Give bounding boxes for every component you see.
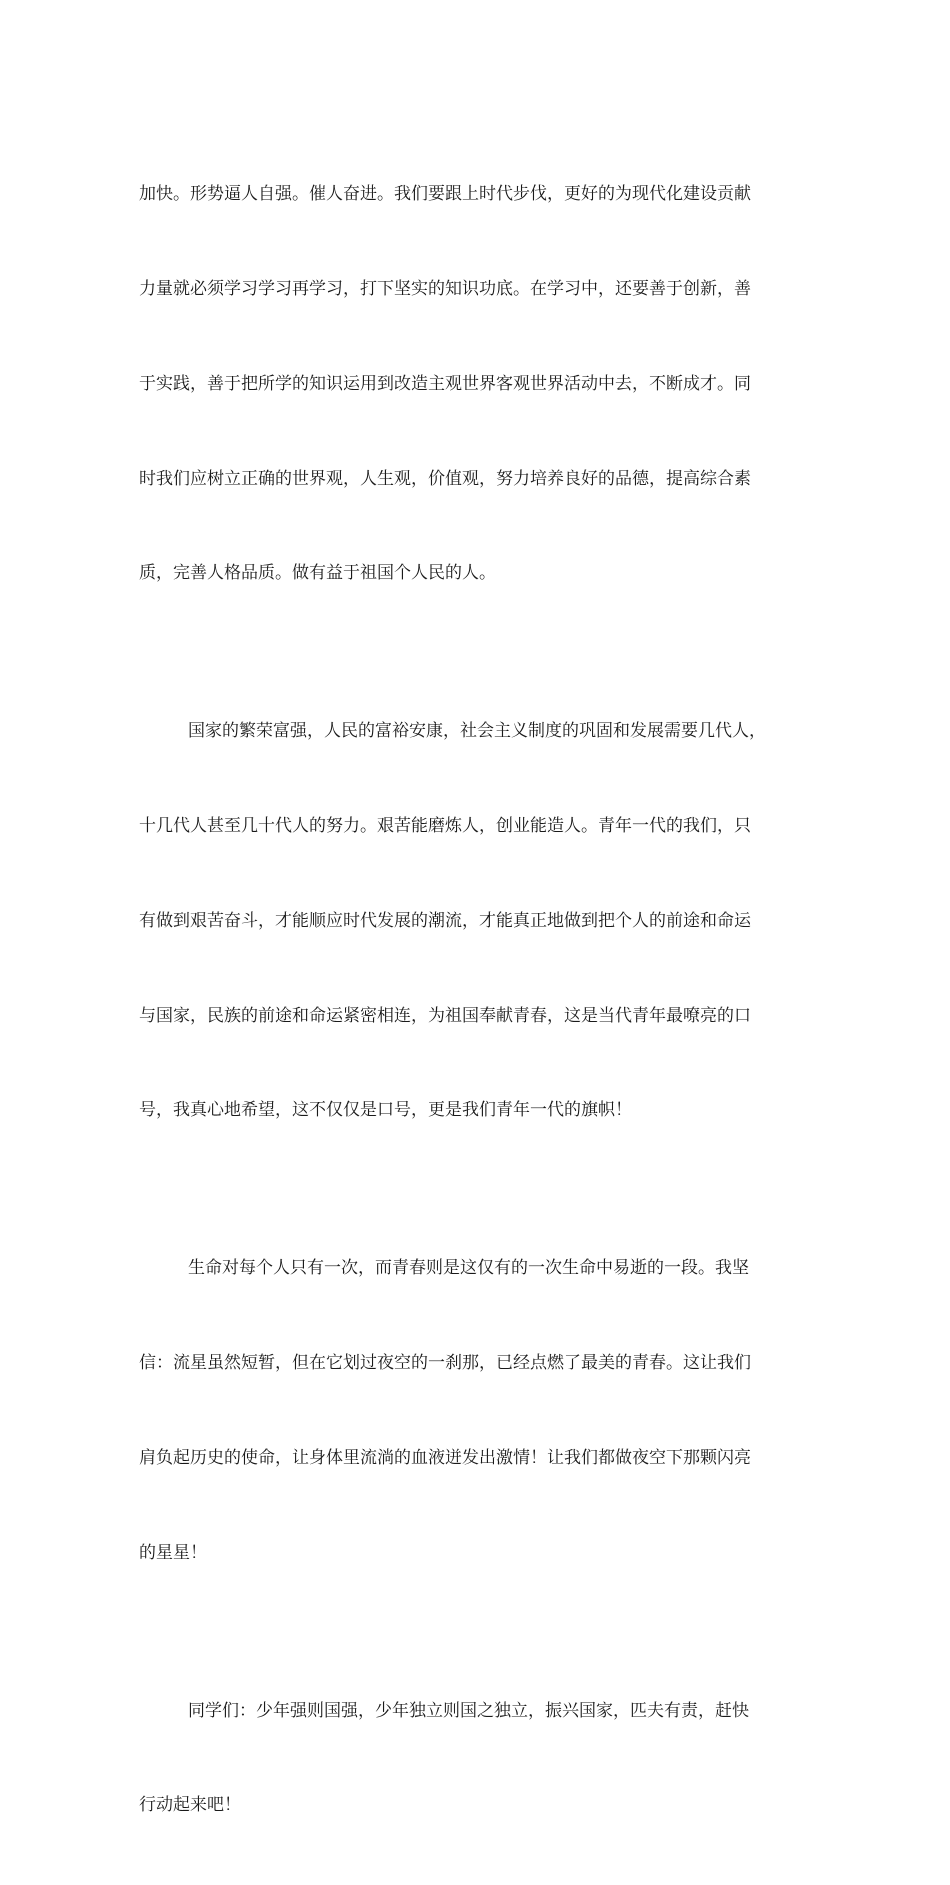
paragraph-2	[139, 653, 819, 1190]
paragraph-4	[139, 1633, 819, 1885]
paragraph-1	[139, 116, 819, 653]
paragraph-line: 于实践，善于把所学的知识运用到改造主观世界客观世界活动中去，不断成才。同	[139, 369, 819, 401]
paragraph-line: 十几代人甚至几十代人的努力。艰苦能磨炼人，创业能造人。青年一代的我们，只	[139, 811, 819, 843]
paragraph-line: 同学们：少年强则国强，少年独立则国之独立，振兴国家，匹夫有责，赶快	[139, 1696, 819, 1728]
paragraph-line: 质，完善人格品质。做有益于祖国个人民的人。	[139, 558, 819, 590]
paragraph-line: 有做到艰苦奋斗，才能顺应时代发展的潮流，才能真正地做到把个人的前途和命运	[139, 906, 819, 938]
paragraph-3	[139, 1190, 819, 1632]
paragraph-line: 信：流星虽然短暂，但在它划过夜空的一刹那，已经点燃了最美的青春。这让我们	[139, 1348, 819, 1380]
paragraph-line: 的星星！	[139, 1538, 819, 1570]
paragraph-line: 号，我真心地希望，这不仅仅是口号，更是我们青年一代的旗帜！	[139, 1095, 819, 1127]
paragraph-line: 国家的繁荣富强，人民的富裕安康，社会主义制度的巩固和发展需要几代人，	[139, 716, 819, 748]
document-body	[139, 116, 819, 1885]
paragraph-line: 生命对每个人只有一次，而青春则是这仅有的一次生命中易逝的一段。我坚	[139, 1253, 819, 1285]
paragraph-line: 与国家，民族的前途和命运紧密相连，为祖国奉献青春，这是当代青年最嘹亮的口	[139, 1001, 819, 1033]
paragraph-line: 时我们应树立正确的世界观，人生观，价值观，努力培养良好的品德，提高综合素	[139, 464, 819, 496]
paragraph-line: 肩负起历史的使命，让身体里流淌的血液迸发出激情！让我们都做夜空下那颗闪亮	[139, 1443, 819, 1475]
paragraph-line: 加快。形势逼人自强。催人奋进。我们要跟上时代步伐，更好的为现代化建设贡献	[139, 179, 819, 211]
paragraph-line: 力量就必须学习学习再学习，打下坚实的知识功底。在学习中，还要善于创新，善	[139, 274, 819, 306]
paragraph-line: 行动起来吧！	[139, 1790, 819, 1822]
